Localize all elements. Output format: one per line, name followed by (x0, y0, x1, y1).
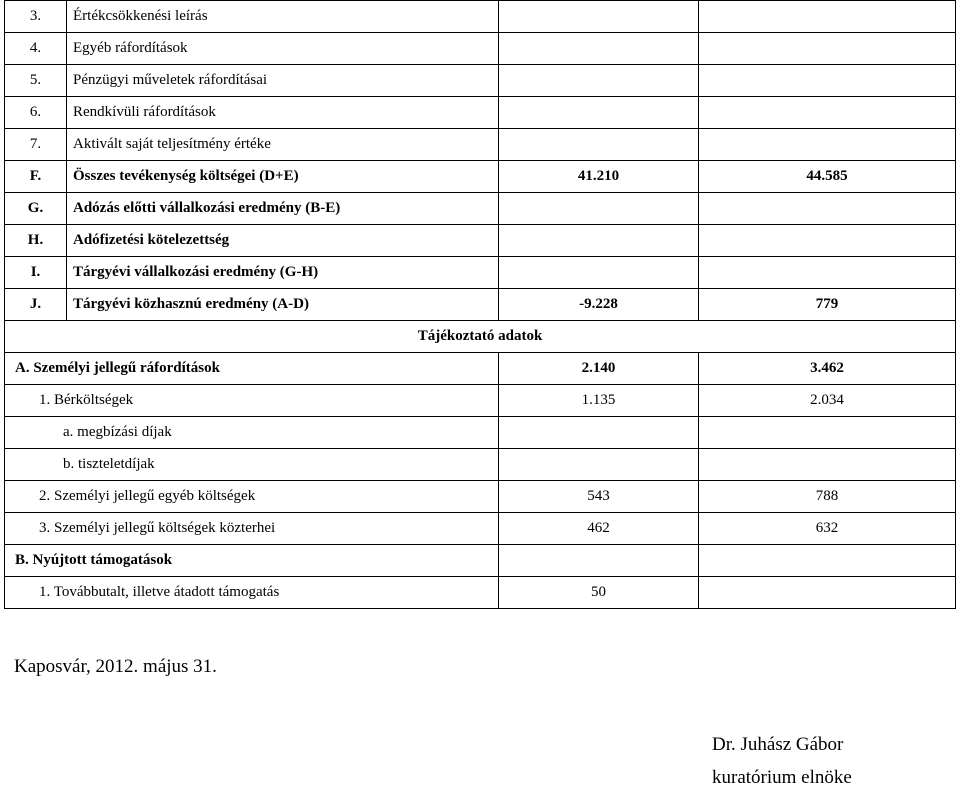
row-prev-value (499, 129, 699, 161)
table-row (5, 1, 956, 33)
row-prev-value (499, 257, 699, 289)
table-row (5, 161, 956, 193)
info-row-curr-value (699, 577, 956, 609)
row-number: I. (5, 257, 67, 289)
row-number: 5. (5, 65, 67, 97)
row-curr-value (699, 97, 956, 129)
signature-block (712, 728, 852, 794)
report-table (4, 0, 956, 609)
row-label: Rendkívüli ráfordítások (67, 97, 499, 129)
info-row-curr-value (699, 417, 956, 449)
row-number: H. (5, 225, 67, 257)
row-curr-value: 779 (699, 289, 956, 321)
row-number: 7. (5, 129, 67, 161)
info-row-prev-value: 50 (499, 577, 699, 609)
info-row-label: b. tiszteletdíjak (5, 449, 499, 481)
row-label: Értékcsökkenési leírás (67, 1, 499, 33)
row-label: Adózás előtti vállalkozási eredmény (B-E) (67, 193, 499, 225)
table-row (5, 289, 956, 321)
signatory-title: kuratórium elnöke (712, 767, 852, 788)
info-row-label: A. Személyi jellegű ráfordítások (5, 353, 499, 385)
row-curr-value (699, 33, 956, 65)
row-prev-value (499, 193, 699, 225)
info-row-prev-value: 1.135 (499, 385, 699, 417)
table-row (5, 385, 956, 417)
row-number: 3. (5, 1, 67, 33)
row-label: Tárgyévi vállalkozási eredmény (G-H) (67, 257, 499, 289)
table-row (5, 545, 956, 577)
info-row-curr-value: 788 (699, 481, 956, 513)
row-curr-value (699, 257, 956, 289)
row-prev-value (499, 1, 699, 33)
row-label: Összes tevékenység költségei (D+E) (67, 161, 499, 193)
table-row (5, 257, 956, 289)
row-number: G. (5, 193, 67, 225)
info-row-curr-value (699, 449, 956, 481)
info-row-curr-value (699, 545, 956, 577)
info-row-prev-value (499, 449, 699, 481)
info-row-label: a. megbízási díjak (5, 417, 499, 449)
info-row-curr-value: 632 (699, 513, 956, 545)
info-title-row (5, 321, 956, 353)
table-row (5, 417, 956, 449)
table-row (5, 129, 956, 161)
info-row-label: 1. Továbbutalt, illetve átadott támogatás (5, 577, 499, 609)
info-title: Tájékoztató adatok (5, 321, 956, 353)
table-row (5, 193, 956, 225)
signatory-name: Dr. Juhász Gábor (712, 734, 844, 755)
table-row (5, 97, 956, 129)
info-row-prev-value (499, 545, 699, 577)
info-row-label: 1. Bérköltségek (5, 385, 499, 417)
row-curr-value (699, 65, 956, 97)
table-row (5, 481, 956, 513)
info-row-label: 2. Személyi jellegű egyéb költségek (5, 481, 499, 513)
row-prev-value (499, 65, 699, 97)
row-curr-value: 44.585 (699, 161, 956, 193)
row-prev-value (499, 225, 699, 257)
row-curr-value (699, 225, 956, 257)
row-curr-value (699, 1, 956, 33)
place-date: Kaposvár, 2012. május 31. (14, 656, 217, 677)
info-row-prev-value: 543 (499, 481, 699, 513)
row-label: Pénzügyi műveletek ráfordításai (67, 65, 499, 97)
info-row-prev-value (499, 417, 699, 449)
table-row (5, 513, 956, 545)
info-row-label: 3. Személyi jellegű költségek közterhei (5, 513, 499, 545)
row-prev-value: -9.228 (499, 289, 699, 321)
row-label: Adófizetési kötelezettség (67, 225, 499, 257)
table-row (5, 33, 956, 65)
row-number: F. (5, 161, 67, 193)
row-prev-value: 41.210 (499, 161, 699, 193)
row-curr-value (699, 129, 956, 161)
table-row (5, 353, 956, 385)
table-row (5, 225, 956, 257)
row-prev-value (499, 33, 699, 65)
row-label: Aktivált saját teljesítmény értéke (67, 129, 499, 161)
row-number: 6. (5, 97, 67, 129)
row-number: J. (5, 289, 67, 321)
table-row (5, 577, 956, 609)
row-curr-value (699, 193, 956, 225)
info-row-prev-value: 462 (499, 513, 699, 545)
info-row-curr-value: 2.034 (699, 385, 956, 417)
info-row-prev-value: 2.140 (499, 353, 699, 385)
table-row (5, 65, 956, 97)
row-label: Egyéb ráfordítások (67, 33, 499, 65)
info-row-label: B. Nyújtott támogatások (5, 545, 499, 577)
info-row-curr-value: 3.462 (699, 353, 956, 385)
row-prev-value (499, 97, 699, 129)
row-label: Tárgyévi közhasznú eredmény (A-D) (67, 289, 499, 321)
row-number: 4. (5, 33, 67, 65)
table-row (5, 449, 956, 481)
